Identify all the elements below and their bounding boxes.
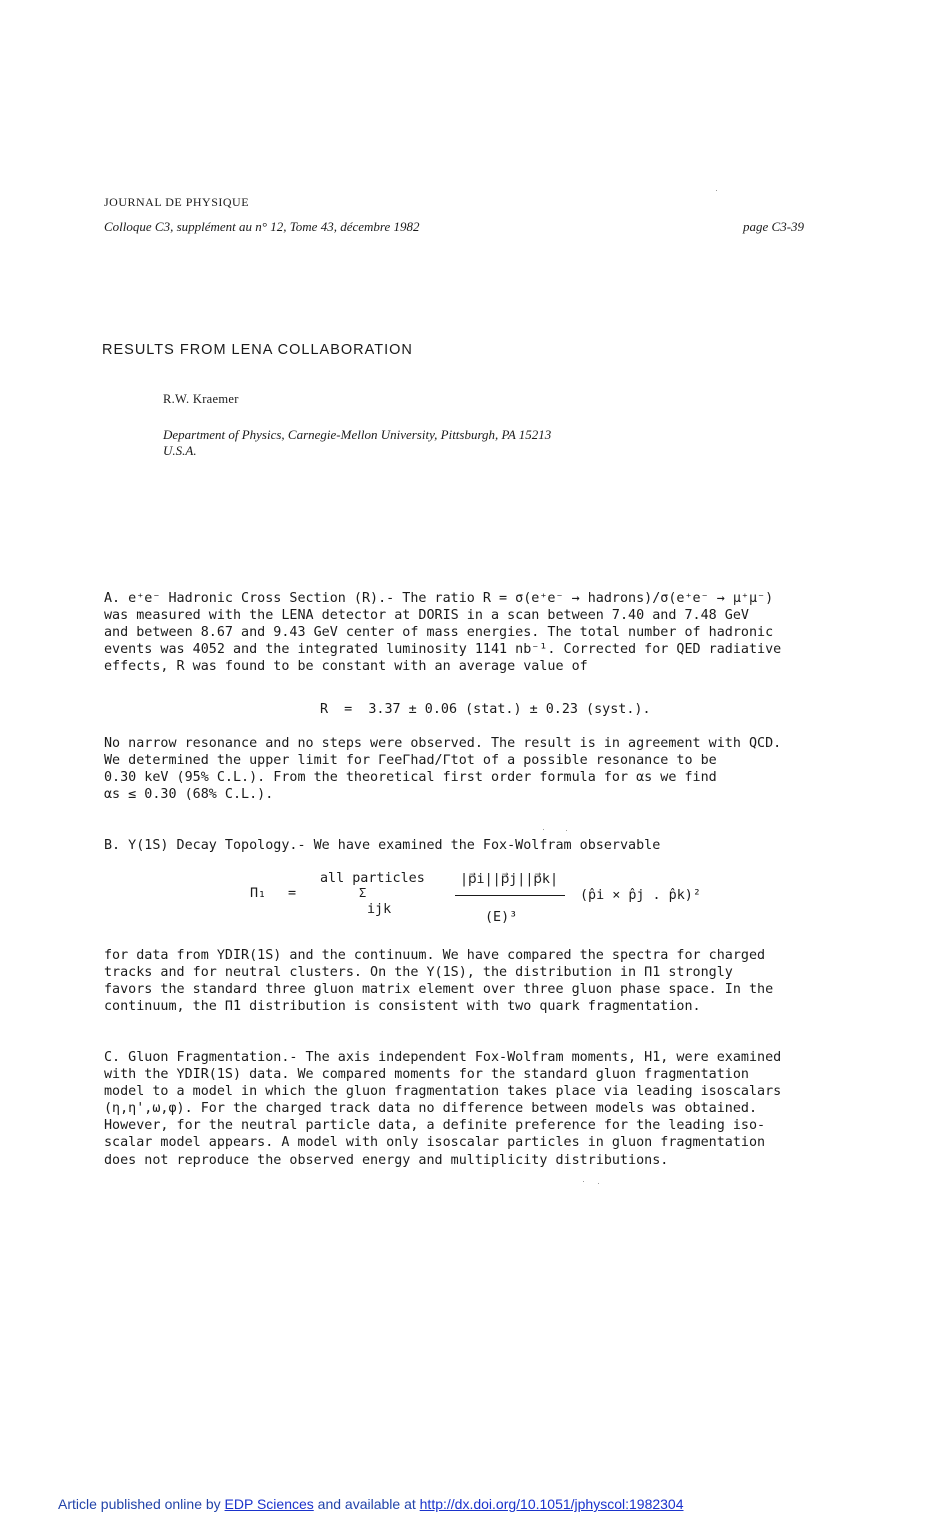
text-line: αs ≤ 0.30 (68% C.L.). [104,787,274,803]
text-line: model to a model in which the gluon fragmentation takes place via leading isoscalars [104,1084,782,1100]
text-line: 0.30 keV (95% C.L.). From the theoretical first order formula for αs we find [104,770,717,786]
scan-speck [598,1183,599,1184]
footer-middle: and available at [313,1496,420,1512]
text-line: C. Gluon Fragmentation.- The axis independent Fox-Wolfram moments, H1, were examined [104,1050,782,1065]
publication-footer [58,1496,684,1512]
scan-speck [716,190,717,191]
publisher-link[interactable]: EDP Sciences [224,1496,314,1512]
triple-product-factor: (p̂i × p̂j . p̂k)² [580,888,701,903]
affiliation-line: Department of Physics, Carnegie-Mellon University, Pittsburgh, PA 15213 [163,427,552,442]
equation-equals: = [288,886,297,901]
section-b-paragraph [104,837,844,854]
section-c-paragraph [104,1049,844,1169]
text-line: and between 8.67 and 9.43 GeV center of mass energies. The total number of hadronic [104,625,774,641]
page-number: page C3-39 [743,219,805,234]
text-line: However, for the neutral particle data, a definite preference for the leading iso- [104,1118,766,1134]
fraction-bar [455,895,565,896]
text-line: No narrow resonance and no steps were observed. The result is in agreement with QCD. [104,736,782,751]
text-line: was measured with the LENA detector at DORIS in a scan between 7.40 and 7.48 GeV [104,608,749,624]
fraction-numerator: |p⃗i||p⃗j||p⃗k| [460,872,559,887]
sum-upper-label: all particles [320,871,425,886]
affiliation-line: U.S.A. [163,443,197,458]
text-line: events was 4052 and the integrated luminosity 1141 nb⁻¹. Corrected for QED radiative [104,642,782,658]
journal-name: JOURNAL DE PHYSIQUE [104,195,250,209]
doi-link[interactable]: http://dx.doi.org/10.1051/jphyscol:1982304 [419,1496,684,1512]
text-line: (η,η',ω,φ). For the charged track data no difference between models was obtained. [104,1101,758,1117]
text-line: favors the standard three gluon matrix element over three gluon phase space. In the [104,982,774,998]
section-a-paragraph [104,590,844,675]
text-line: effects, R was found to be constant with an average value of [104,659,588,675]
scan-speck [583,1181,584,1182]
author-name: R.W. Kraemer [163,392,239,406]
footer-prefix: Article published online by [58,1496,225,1512]
sum-lower-label: ijk [367,902,392,917]
author-affiliation [163,427,551,459]
scan-speck [543,829,544,830]
text-line: A. e⁺e⁻ Hadronic Cross Section (R).- The ratio R = σ(e⁺e⁻ → hadrons)/σ(e⁺e⁻ → μ⁺μ⁻) [104,591,774,606]
text-line: with the ΥDIR(1S) data. We compared moments for the standard gluon fragmentation [104,1067,749,1083]
fraction-denominator: (E)³ [485,910,518,925]
text-line: scalar model appears. A model with only isoscalar particles in gluon fragmentation [104,1135,766,1151]
text-line: We determined the upper limit for ΓeeΓhad/Γtot of a possible resonance to be [104,753,717,769]
colloquium-line: Colloque C3, supplément au n° 12, Tome 43, décembre 1982 [104,219,420,234]
text-line: continuum, the Π1 distribution is consistent with two quark fragmentation. [104,999,701,1015]
paper-title: RESULTS FROM LENA COLLABORATION [102,342,413,358]
text-line: does not reproduce the observed energy and multiplicity distributions. [104,1152,669,1168]
scan-speck [566,830,567,831]
text-line: tracks and for neutral clusters. On the Υ(1S), the distribution in Π1 strongly [104,965,733,981]
equation-lhs: Π₁ [250,886,267,901]
r-ratio-equation: R = 3.37 ± 0.06 (stat.) ± 0.23 (syst.). [320,702,651,717]
section-a-continuation [104,735,844,803]
section-b-continuation [104,947,844,1015]
text-line: B. Υ(1S) Decay Topology.- We have examined the Fox-Wolfram observable [104,838,661,853]
text-line: for data from ΥDIR(1S) and the continuum. We have compared the spectra for charged [104,948,766,963]
sum-symbol: Σ [359,886,367,900]
fox-wolfram-equation [250,868,730,938]
